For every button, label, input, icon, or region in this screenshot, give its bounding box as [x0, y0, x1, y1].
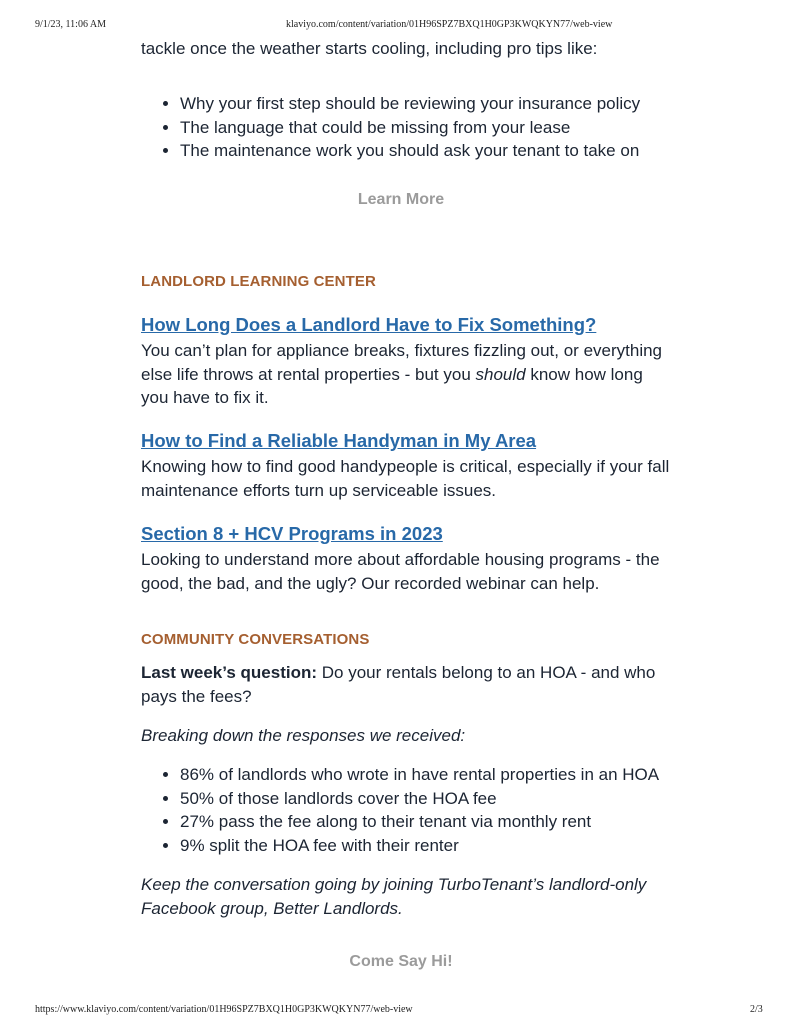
list-item: • 27% pass the fee along to their tenant via monthly rent — [180, 810, 659, 834]
closing-text: Keep the conversation going by joining TurboTenant’s landlord-only Facebook group, Better Landlords. — [141, 875, 647, 918]
article-link[interactable]: Section 8 + HCV Programs in 2023 — [141, 523, 443, 544]
weekly-question — [141, 661, 671, 708]
pro-tips-list — [141, 92, 640, 163]
article-item — [141, 521, 671, 595]
list-item: • The language that could be missing from your lease — [180, 116, 640, 140]
article-description: Looking to understand more about affordable housing programs - the good, the bad, and the ugly? Our recorded webinar can help. — [141, 550, 660, 593]
print-url: klaviyo.com/content/variation/01H96SPZ7BXQ1H0GP3KWQKYN77/web-view — [286, 19, 613, 30]
intro-text: tackle once the weather starts cooling, including pro tips like: — [141, 39, 598, 58]
question-text: Do your rentals belong to an HOA - and who pays the fees? — [141, 663, 656, 706]
list-item: • The maintenance work you should ask your tenant to take on — [180, 139, 640, 163]
section-heading-community: COMMUNITY CONVERSATIONS — [141, 631, 370, 648]
breakdown-intro: Breaking down the responses we received: — [141, 726, 466, 745]
section-heading-learning-center: LANDLORD LEARNING CENTER — [141, 273, 376, 290]
footer-url: https://www.klaviyo.com/content/variation/01H96SPZ7BXQ1H0GP3KWQKYN77/web-view — [35, 1004, 413, 1015]
print-header — [0, 0, 800, 30]
page-number: 2/3 — [750, 1004, 763, 1015]
list-item: • Why your first step should be reviewing your insurance policy — [180, 92, 640, 116]
list-item: • 9% split the HOA fee with their renter — [180, 834, 659, 858]
survey-results-list — [141, 763, 659, 857]
question-label: Last week’s question: — [141, 663, 318, 682]
print-footer — [0, 1002, 800, 1022]
article-item — [141, 428, 671, 502]
article-link[interactable]: How Long Does a Landlord Have to Fix Something? — [141, 314, 597, 335]
article-description: You can’t plan for appliance breaks, fixtures fizzling out, or everything else life throws at rental properties - but you should know how long you have to fix it. — [141, 341, 662, 407]
article-link[interactable]: How to Find a Reliable Handyman in My Area — [141, 430, 537, 451]
list-item: • 86% of landlords who wrote in have rental properties in an HOA — [180, 763, 659, 787]
article-description: Knowing how to find good handypeople is critical, especially if your fall maintenance efforts turn up serviceable issues. — [141, 457, 670, 500]
print-date: 9/1/23, 11:06 AM — [35, 19, 107, 30]
come-say-hi-button[interactable]: Come Say Hi! — [349, 953, 453, 970]
list-item: • 50% of those landlords cover the HOA fee — [180, 787, 659, 811]
article-item — [141, 312, 671, 410]
learn-more-button[interactable]: Learn More — [357, 191, 445, 208]
